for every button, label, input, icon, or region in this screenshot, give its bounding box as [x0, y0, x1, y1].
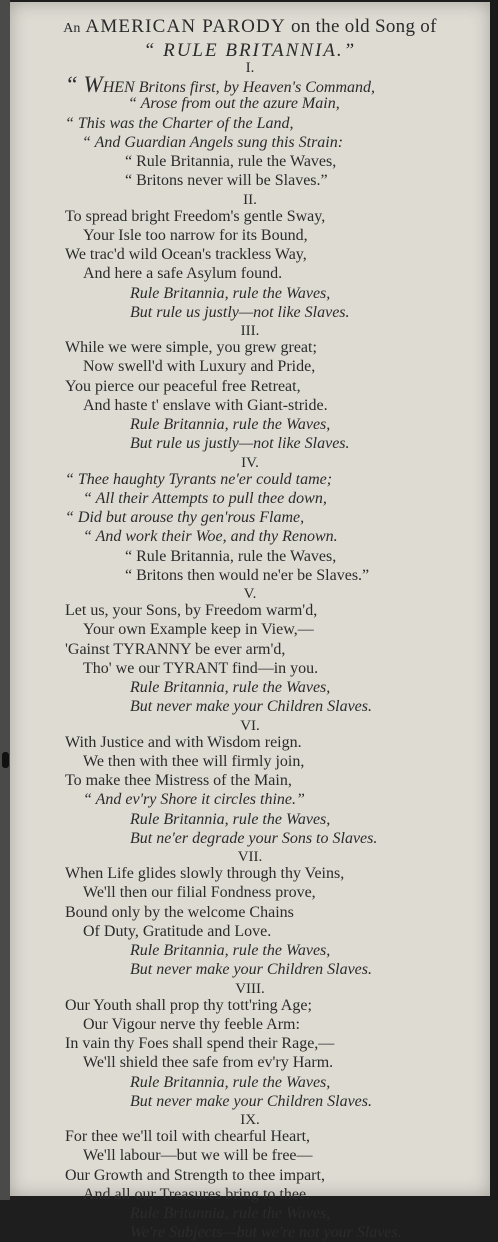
verse-line	[65, 339, 317, 357]
verse-line	[65, 602, 317, 620]
verse-line	[65, 72, 375, 97]
verse-line	[83, 358, 315, 376]
verse-text: Your own Example keep in View,—	[83, 621, 314, 639]
verse-text: To spread bright Freedom's gentle Sway,	[65, 207, 326, 225]
verse-text: Bound only by the welcome Chains	[65, 903, 294, 921]
verse-text: “ All their Attempts to pull thee down,	[83, 489, 327, 507]
verse-line	[65, 246, 307, 264]
margin-mark	[2, 752, 9, 768]
verse-line	[130, 698, 372, 716]
verse-line	[65, 734, 302, 752]
verse-text: Rule Britannia, rule the Waves,	[130, 942, 331, 959]
verse-text: With Justice and with Wisdom reign.	[65, 733, 302, 751]
stanza-numeral: I.	[245, 60, 255, 76]
verse-text: Our Youth shall prop thy tott'ring Age;	[65, 996, 312, 1014]
verse-text: “ This was the Charter of the Land,	[65, 114, 294, 132]
verse-line	[65, 772, 292, 790]
verse-line	[130, 285, 330, 303]
verse-line	[130, 1224, 402, 1242]
verse-line	[83, 397, 328, 415]
verse-text: “ And work their Woe, and thy Renown.	[83, 528, 338, 546]
verse-text: Rule Britannia, rule the Waves,	[130, 1205, 331, 1222]
verse-text: We'll then our filial Fondness prove,	[83, 884, 316, 902]
verse-line	[65, 509, 304, 527]
verse-line	[130, 830, 377, 848]
title-prefix: An	[63, 21, 81, 36]
verse-line	[83, 1186, 310, 1204]
verse-line	[83, 753, 304, 771]
stanza-numeral: II.	[243, 191, 257, 208]
verse-text: But never make your Children Slaves.	[130, 1092, 373, 1110]
verse-line	[83, 923, 271, 941]
verse-line	[125, 567, 369, 585]
right-edge	[490, 0, 498, 1200]
stanza-numeral: IX.	[240, 1112, 260, 1128]
verse-text: But rule us justly—not like Slaves.	[130, 303, 350, 321]
title-suffix: on the old Song of	[290, 16, 437, 37]
verse-line	[65, 865, 344, 883]
verse-text: Rule Britannia, rule the Waves,	[130, 679, 331, 696]
verse-text: Tho' we our TYRANT find—in you.	[83, 659, 319, 677]
verse-line	[65, 471, 332, 489]
verse-line	[130, 942, 330, 960]
verse-text: While we were simple, you grew great;	[65, 339, 317, 356]
verse-text: And haste t' enslave with Giant-stride.	[83, 396, 328, 414]
verse-text: And all our Treasures bring to thee.	[83, 1185, 311, 1203]
verse-line	[130, 304, 350, 322]
verse-text: But rule us justly—not like Slaves.	[130, 435, 350, 453]
verse-text: “ Britons never will be Slaves.”	[125, 172, 328, 190]
verse-text: Of Duty, Gratitude and Love.	[83, 922, 272, 940]
verse-line	[125, 172, 328, 190]
verse-line	[65, 1167, 325, 1185]
verse-text: To make thee Mistress of the Main,	[65, 772, 292, 789]
verse-text: Our Vigour nerve thy feeble Arm:	[83, 1015, 300, 1033]
verse-line	[130, 1205, 330, 1223]
verse-line	[83, 660, 318, 678]
verse-line	[125, 153, 336, 171]
verse-line	[65, 115, 293, 133]
verse-line	[82, 134, 343, 152]
verse-line	[83, 1147, 313, 1165]
verse-line	[130, 1074, 330, 1092]
verse-text: Rule Britannia, rule the Waves,	[130, 810, 331, 828]
verse-line	[130, 961, 372, 979]
verse-text: Rule Britannia, rule the Waves,	[130, 416, 331, 433]
drop-cap: “ W	[65, 72, 103, 97]
stanza-numeral: V.	[243, 586, 257, 602]
title-main: AMERICAN PARODY	[85, 16, 286, 37]
verse-line	[83, 884, 316, 902]
verse-line	[130, 416, 330, 434]
verse-text: When Life glides slowly through thy Veins,	[65, 865, 345, 882]
verse-text: “ Thee haughty Tyrants ne'er could tame;	[65, 470, 333, 488]
verse-line	[65, 641, 285, 659]
verse-text: Rule Britannia, rule the Waves,	[130, 284, 331, 302]
page-title	[10, 16, 490, 62]
verse-line	[83, 621, 314, 639]
verse-text: We then with thee will firmly join,	[83, 752, 305, 770]
verse-line	[130, 435, 350, 453]
verse-text: In vain thy Foes shall spend their Rage,—	[65, 1035, 335, 1052]
verse-text: We're Subjects—but we're not your Slaves.	[130, 1224, 402, 1242]
left-edge	[0, 0, 10, 1200]
verse-text: We'll shield thee safe from ev'ry Harm.	[83, 1054, 334, 1072]
stanza-numeral: III.	[240, 323, 260, 339]
verse-line	[83, 265, 282, 283]
verse-line	[130, 811, 330, 829]
verse-line	[65, 378, 301, 396]
stanza-numeral: VII.	[237, 849, 263, 865]
verse-line	[65, 997, 312, 1015]
verse-text: “ And ev'ry Shore it circles thine.”	[83, 791, 305, 809]
verse-text: Your Isle too narrow for its Bound,	[83, 226, 308, 244]
verse-line	[125, 548, 336, 566]
verse-line	[83, 1054, 333, 1072]
verse-line	[130, 1093, 372, 1111]
verse-line	[65, 208, 325, 226]
stanza-numeral: VI.	[240, 717, 260, 734]
verse-text: HEN Britons first, by Heaven's Command,	[102, 79, 375, 96]
verse-line	[65, 1128, 310, 1146]
verse-text: “ Britons then would ne'er be Slaves.”	[125, 566, 370, 584]
verse-text: 'Gainst TYRANNY be ever arm'd,	[65, 640, 286, 658]
verse-text: “ Rule Britannia, rule the Waves,	[125, 547, 337, 565]
verse-text: “ Did but arouse thy gen'rous Flame,	[65, 509, 305, 526]
verse-text: But never make your Children Slaves.	[130, 961, 373, 979]
verse-text: “ And Guardian Angels sung this Strain:	[82, 133, 344, 151]
verse-text: But ne'er degrade your Sons to Slaves.	[130, 829, 378, 847]
verse-line	[83, 791, 305, 809]
verse-text: Let us, your Sons, by Freedom warm'd,	[65, 602, 318, 619]
broadside-sheet	[10, 2, 490, 1242]
verse-line	[83, 227, 308, 245]
verse-text: But never make your Children Slaves.	[130, 698, 373, 716]
verse-text: “ Rule Britannia, rule the Waves,	[125, 153, 337, 170]
verse-line	[128, 95, 340, 113]
verse-text: We trac'd wild Ocean's trackless Way,	[65, 246, 307, 263]
verse-text: You pierce our peaceful free Retreat,	[65, 377, 301, 395]
verse-text: Now swell'd with Luxury and Pride,	[83, 358, 316, 376]
verse-line	[65, 1035, 334, 1053]
stanza-numeral: IV.	[241, 454, 259, 471]
verse-line	[83, 1016, 300, 1034]
verse-text: We'll labour—but we will be free—	[83, 1147, 313, 1165]
verse-line	[83, 490, 327, 508]
title-song: “ RULE BRITANNIA.”	[143, 40, 357, 61]
verse-line	[65, 904, 294, 922]
verse-text: “ Arose from out the azure Main,	[128, 95, 340, 113]
verse-line	[83, 528, 338, 546]
verse-line	[130, 679, 330, 697]
verse-text: Rule Britannia, rule the Waves,	[130, 1073, 331, 1091]
verse-text: Our Growth and Strength to thee impart,	[65, 1166, 325, 1184]
verse-text: And here a safe Asylum found.	[83, 265, 283, 283]
stanza-numeral: VIII.	[235, 980, 265, 997]
verse-text: For thee we'll toil with chearful Heart,	[65, 1128, 311, 1145]
